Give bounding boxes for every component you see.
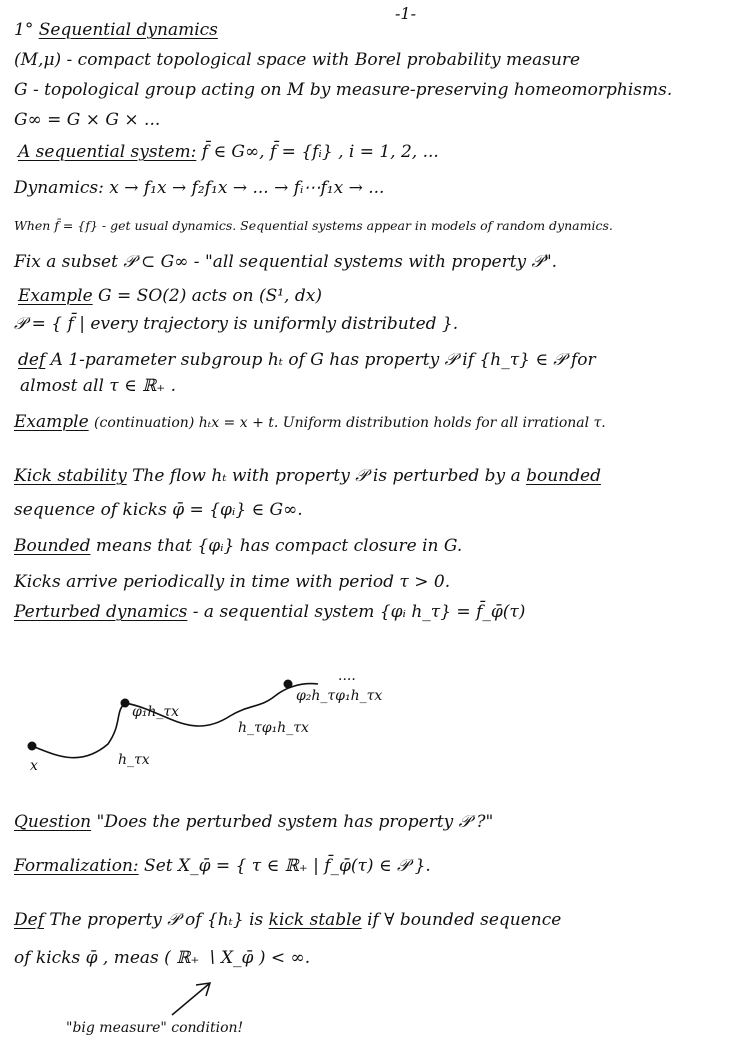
example-continuation-text: (continuation) hₜx = x + t. Uniform distribution holds for all irrational τ. xyxy=(94,415,606,431)
section-heading xyxy=(14,20,218,40)
line-sequential-system xyxy=(18,142,439,162)
label-phi1-h-tau-x: φ₁h_τx xyxy=(132,704,180,720)
line-usual-dynamics: When f̄ = {f} - get usual dynamics. Sequential systems appear in models of random dynamics. xyxy=(14,218,613,233)
section-title: Sequential dynamics xyxy=(38,20,218,40)
section-number: 1° xyxy=(14,20,34,40)
kick-stability-text: The flow hₜ with property 𝒫 is perturbed by a xyxy=(132,466,521,486)
label-kick-stability: Kick stability xyxy=(14,466,127,486)
label-question: Question xyxy=(14,812,92,832)
line-def-kick-stable xyxy=(14,910,561,930)
question-text: "Does the perturbed system has property 𝒫 ?" xyxy=(96,812,494,832)
label-perturbed-dynamics: Perturbed dynamics xyxy=(14,602,188,622)
bounded-definition-text: means that {φᵢ} has compact closure in G. xyxy=(95,536,463,556)
def-subgroup-text: A 1-parameter subgroup hₜ of G has property 𝒫 if {h_τ} ∈ 𝒫 for xyxy=(50,350,596,370)
term-bounded: bounded xyxy=(526,466,601,486)
line-sequence-of-kicks: sequence of kicks φ̄ = {φᵢ} ∈ G∞. xyxy=(14,500,303,520)
term-kick-stable: kick stable xyxy=(268,910,362,930)
label-bounded: Bounded xyxy=(14,536,91,556)
line-fix-subset: Fix a subset 𝒫 ⊂ G∞ - "all sequential systems with property 𝒫". xyxy=(14,252,558,272)
line-almost-all: almost all τ ∈ ℝ₊ . xyxy=(20,376,177,396)
label-phi2-h-tau-phi1-h-tau-x: φ₂h_τφ₁h_τx xyxy=(296,688,383,704)
label-h-tau-x: h_τx xyxy=(118,752,150,768)
line-formalization xyxy=(14,856,431,876)
perturbed-dynamics-text: - a sequential system {φᵢ h_τ} = f̄_φ̄(τ) xyxy=(192,602,526,622)
pointer-arrow xyxy=(150,975,230,1025)
line-example-so2 xyxy=(18,286,322,306)
trajectory-point-kick-2 xyxy=(284,680,293,689)
line-dynamics: Dynamics: x → f₁x → f₂f₁x → ... → fᵢ⋯f₁x → ... xyxy=(14,178,385,198)
line-perturbed-dynamics xyxy=(14,602,525,622)
line-group-definition: G - topological group acting on M by measure-preserving homeomorphisms. xyxy=(14,80,673,100)
sequential-system-formula: f̄ ∈ G∞, f̄ = {fᵢ} , i = 1, 2, ... xyxy=(201,142,439,162)
line-space-definition: (M,μ) - compact topological space with Borel probability measure xyxy=(14,50,581,70)
line-kicks-periodic: Kicks arrive periodically in time with period τ > 0. xyxy=(14,572,451,592)
line-big-measure: "big measure" condition! xyxy=(66,1020,244,1036)
trajectory-diagram xyxy=(0,660,750,790)
label-def-2: Def xyxy=(14,910,44,930)
label-def: def xyxy=(18,350,46,370)
line-question xyxy=(14,812,493,832)
trajectory-point-start xyxy=(28,742,37,751)
label-continuation-dots: .... xyxy=(338,668,356,684)
label-example: Example xyxy=(18,286,93,306)
term-sequential-system: A sequential system: xyxy=(18,142,197,162)
trajectory-point-kick-1 xyxy=(121,699,130,708)
line-measure-condition: of kicks φ̄ , meas ( ℝ₊ ∖ X_φ̄ ) < ∞. xyxy=(14,948,311,968)
example-formula: G = SO(2) acts on (S¹, dx) xyxy=(98,286,322,306)
label-h-tau-phi1-h-tau-x: h_τφ₁h_τx xyxy=(238,720,309,736)
formalization-text: Set X_φ̄ = { τ ∈ ℝ₊ | f̄_φ̄(τ) ∈ 𝒫 }. xyxy=(144,856,431,876)
label-example-2: Example xyxy=(14,412,89,432)
label-x: x xyxy=(30,758,38,774)
def-kick-stable-text-b: if ∀ bounded sequence xyxy=(367,910,562,930)
line-product-group: G∞ = G × G × ... xyxy=(14,110,161,130)
line-def-subgroup xyxy=(18,350,596,370)
line-example-continuation xyxy=(14,412,606,432)
label-formalization: Formalization: xyxy=(14,856,139,876)
trajectory-sketch xyxy=(0,660,750,790)
line-bounded-definition xyxy=(14,536,462,556)
line-property-uniform: 𝒫 = { f̄ | every trajectory is uniformly distributed }. xyxy=(14,314,459,334)
line-kick-stability xyxy=(14,466,601,486)
page-number: -1- xyxy=(395,4,416,23)
def-kick-stable-text-a: The property 𝒫 of {hₜ} is xyxy=(49,910,264,930)
